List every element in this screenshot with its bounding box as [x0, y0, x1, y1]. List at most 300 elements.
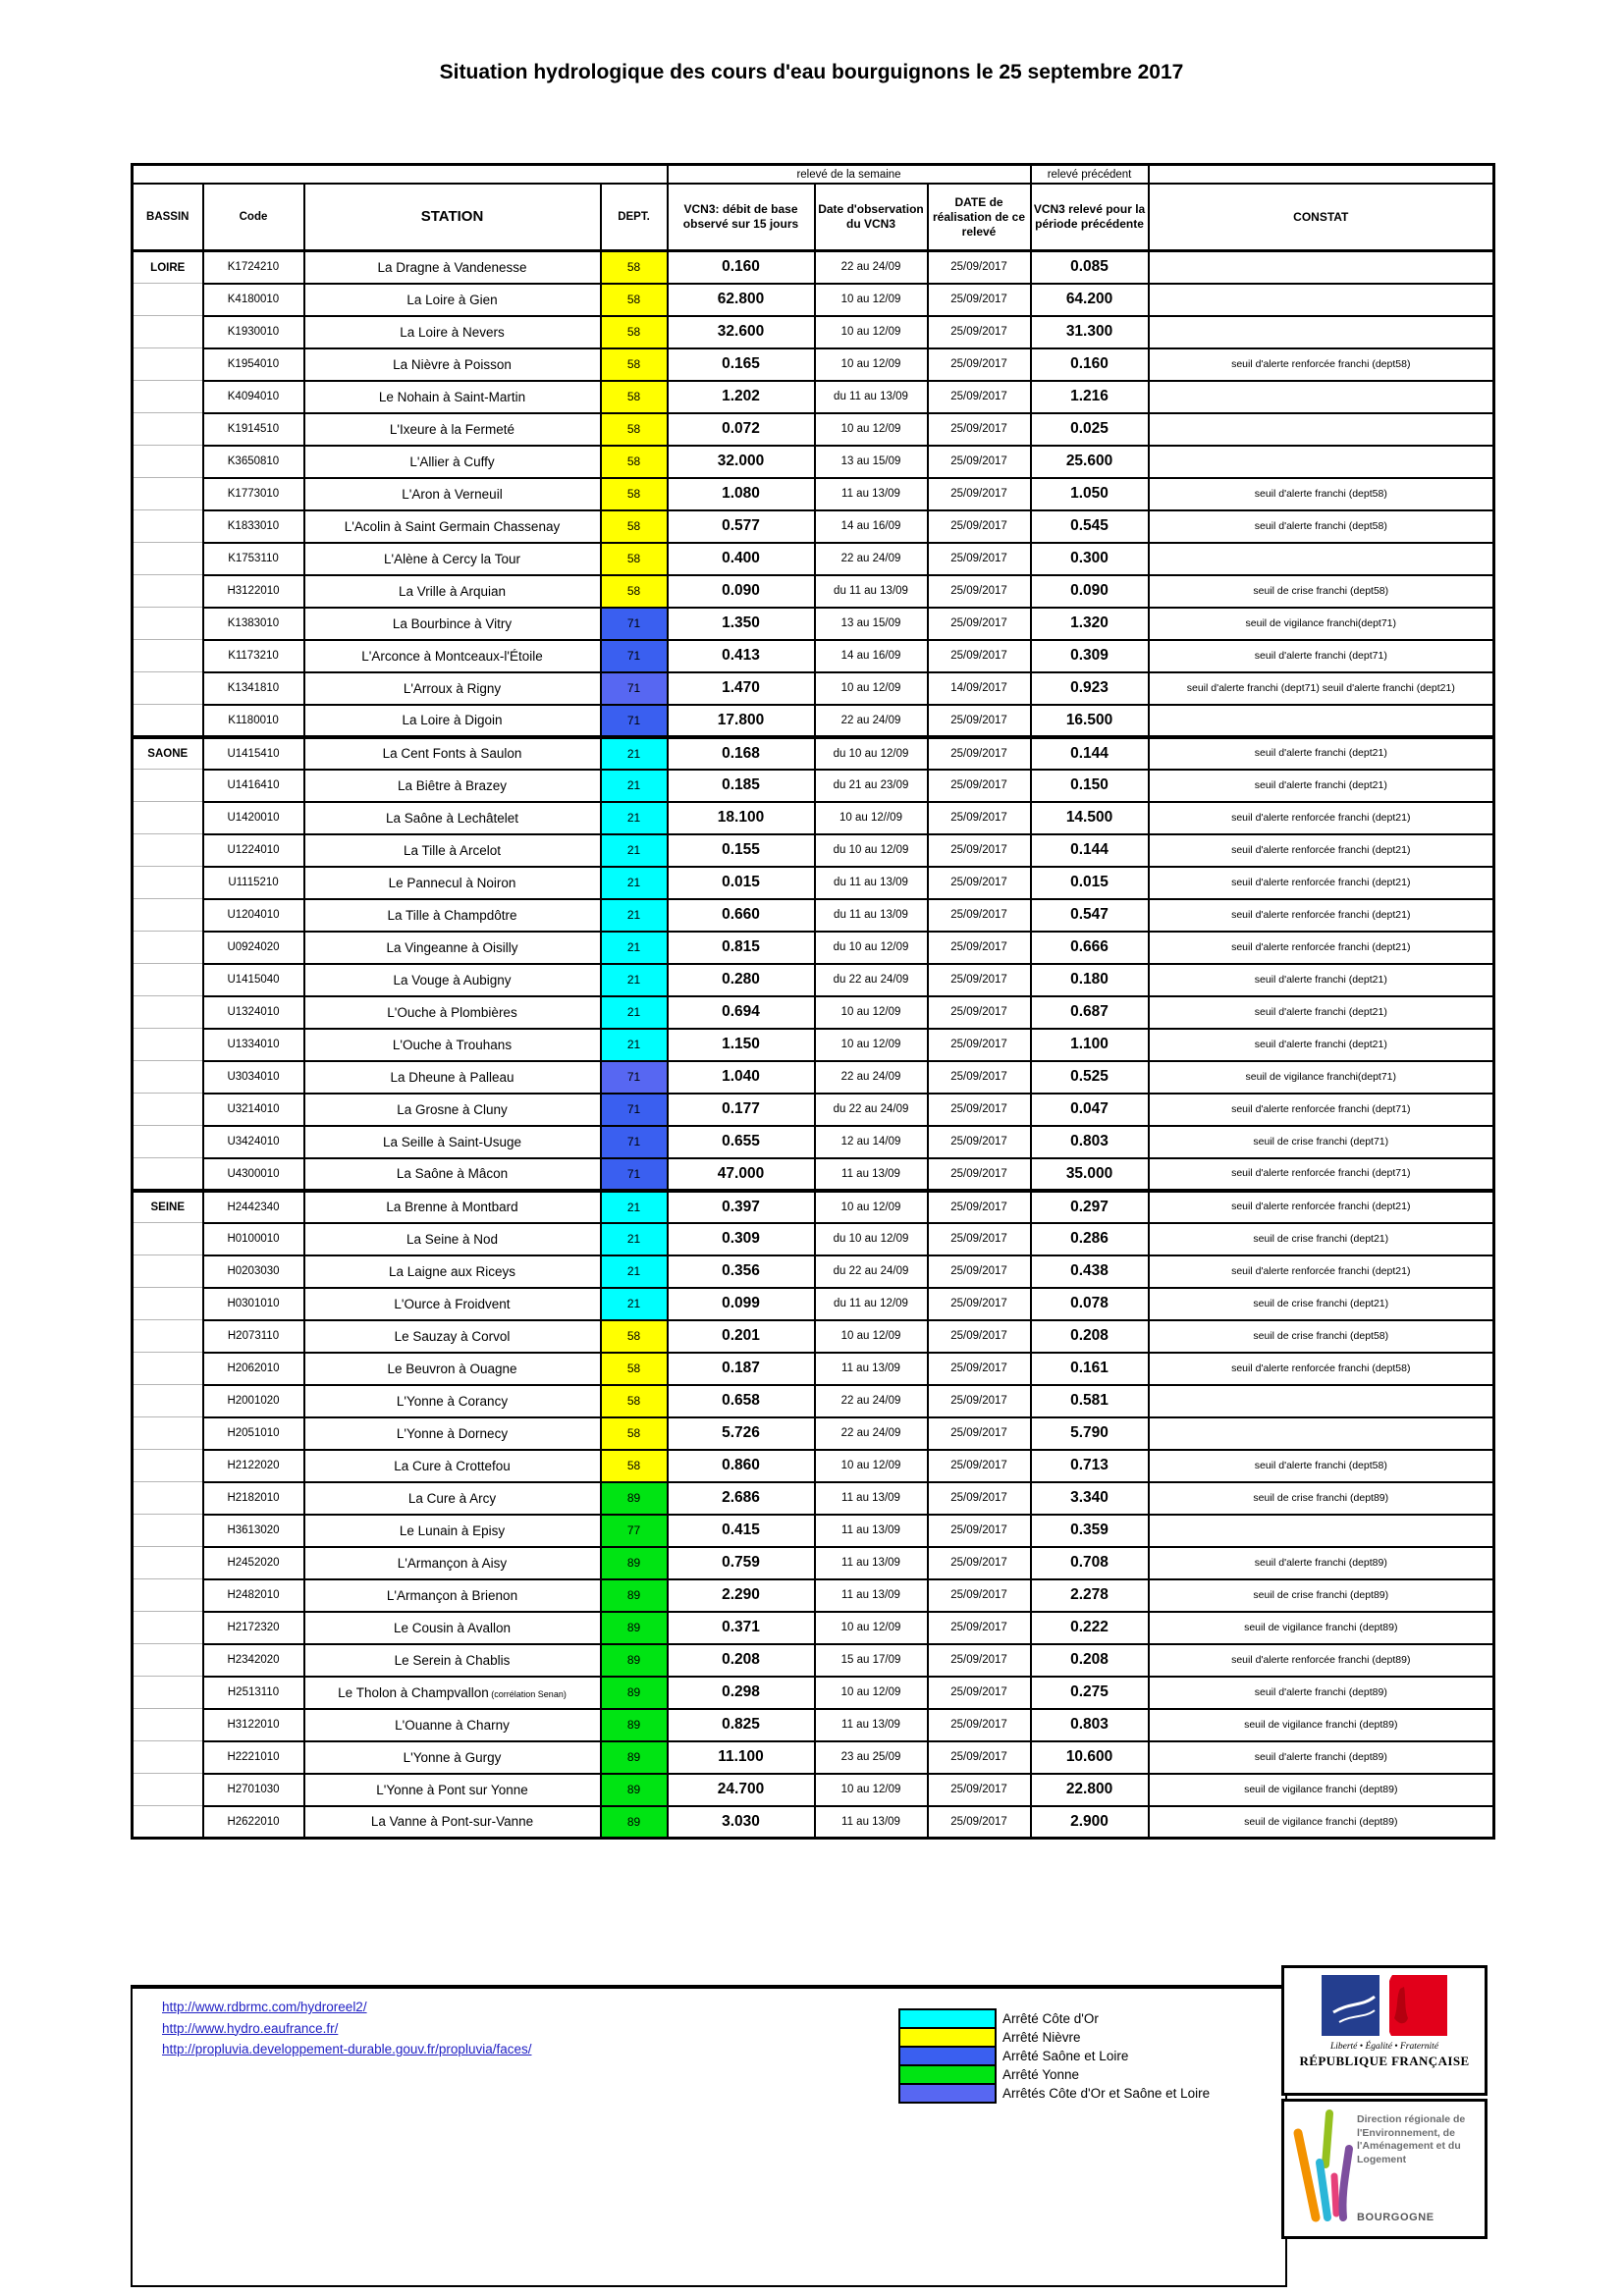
- cell-code: H3122010: [203, 575, 304, 608]
- cell-dept: 21: [601, 867, 668, 899]
- cell-dept: 58: [601, 510, 668, 543]
- legend-swatch: [898, 2064, 997, 2085]
- cell-code: U4300010: [203, 1158, 304, 1191]
- cell-date-observation: 10 au 12/09: [815, 672, 928, 705]
- cell-dept: 89: [601, 1579, 668, 1612]
- cell-bassin: [133, 1482, 203, 1515]
- cell-station: L'Aron à Verneuil: [304, 478, 601, 510]
- table-row: [133, 608, 1494, 640]
- cell-constat: seuil d'alerte renforcée franchi (dept21): [1149, 867, 1494, 899]
- cell-vcn3: 0.208: [668, 1644, 815, 1677]
- table-row: [133, 672, 1494, 705]
- cell-bassin: [133, 1774, 203, 1806]
- cell-bassin: [133, 1709, 203, 1741]
- cell-constat: [1149, 543, 1494, 575]
- cell-date-observation: 14 au 16/09: [815, 640, 928, 672]
- table-row: [133, 802, 1494, 834]
- cell-bassin: [133, 1320, 203, 1353]
- cell-dept: 21: [601, 1029, 668, 1061]
- cell-vcn3: 0.099: [668, 1288, 815, 1320]
- cell-code: K1724210: [203, 251, 304, 284]
- cell-vcn3: 0.660: [668, 899, 815, 932]
- cell-date-observation: 14 au 16/09: [815, 510, 928, 543]
- cell-date-realisation: 25/09/2017: [928, 1579, 1031, 1612]
- cell-date-observation: 10 au 12/09: [815, 1450, 928, 1482]
- cell-date-observation: 15 au 17/09: [815, 1644, 928, 1677]
- table-row: [133, 1255, 1494, 1288]
- cell-bassin: [133, 1255, 203, 1288]
- cell-vcn3-precedent: 0.090: [1031, 575, 1149, 608]
- cell-dept: 21: [601, 1191, 668, 1223]
- cell-dept: 21: [601, 737, 668, 770]
- cell-dept: 58: [601, 446, 668, 478]
- cell-station: L'Ouche à Plombières: [304, 996, 601, 1029]
- cell-bassin: [133, 575, 203, 608]
- cell-bassin: [133, 1223, 203, 1255]
- cell-station: Le Cousin à Avallon: [304, 1612, 601, 1644]
- cell-vcn3: 0.658: [668, 1385, 815, 1417]
- cell-dept: 58: [601, 575, 668, 608]
- cell-station: La Tille à Arcelot: [304, 834, 601, 867]
- cell-bassin: [133, 1417, 203, 1450]
- cell-vcn3: 0.072: [668, 413, 815, 446]
- cell-vcn3-precedent: 0.547: [1031, 899, 1149, 932]
- cell-bassin: [133, 964, 203, 996]
- cell-vcn3: 0.815: [668, 932, 815, 964]
- cell-bassin: [133, 1061, 203, 1094]
- band-releve-semaine: relevé de la semaine: [668, 165, 1031, 185]
- cell-code: K1173210: [203, 640, 304, 672]
- station-note: (corrélation Senan): [488, 1688, 567, 1699]
- table-row: [133, 1320, 1494, 1353]
- cell-code: U3214010: [203, 1094, 304, 1126]
- cell-constat: seuil d'alerte renforcée franchi (dept58): [1149, 1353, 1494, 1385]
- cell-station: La Laigne aux Riceys: [304, 1255, 601, 1288]
- legend-swatch: [898, 2083, 997, 2104]
- cell-vcn3: 0.177: [668, 1094, 815, 1126]
- cell-code: H2452020: [203, 1547, 304, 1579]
- cell-code: H2051010: [203, 1417, 304, 1450]
- cell-constat: [1149, 284, 1494, 316]
- hyperlink[interactable]: http://www.rdbrmc.com/hydroreel2/: [162, 2000, 367, 2014]
- cell-code: U1415040: [203, 964, 304, 996]
- cell-constat: seuil d'alerte renforcée franchi (dept21): [1149, 899, 1494, 932]
- cell-vcn3: 2.290: [668, 1579, 815, 1612]
- cell-constat: seuil d'alerte franchi (dept21): [1149, 737, 1494, 770]
- cell-bassin: [133, 446, 203, 478]
- table-row: [133, 1191, 1494, 1223]
- cell-date-realisation: 25/09/2017: [928, 478, 1031, 510]
- table-row: [133, 1709, 1494, 1741]
- cell-date-observation: 10 au 12/09: [815, 1320, 928, 1353]
- cell-date-observation: du 22 au 24/09: [815, 1094, 928, 1126]
- cell-station: L'Armançon à Aisy: [304, 1547, 601, 1579]
- hydrology-table: [131, 163, 1495, 1840]
- cell-vcn3: 47.000: [668, 1158, 815, 1191]
- cell-dept: 58: [601, 251, 668, 284]
- cell-station: Le Beuvron à Ouagne: [304, 1353, 601, 1385]
- cell-station: La Vrille à Arquian: [304, 575, 601, 608]
- cell-code: H2122020: [203, 1450, 304, 1482]
- cell-dept: 89: [601, 1774, 668, 1806]
- cell-dept: 89: [601, 1547, 668, 1579]
- cell-bassin: [133, 672, 203, 705]
- cell-date-realisation: 25/09/2017: [928, 1547, 1031, 1579]
- table-row: [133, 1417, 1494, 1450]
- table-row: [133, 1677, 1494, 1709]
- cell-code: K4180010: [203, 284, 304, 316]
- cell-code: U1416410: [203, 770, 304, 802]
- table-row: [133, 1774, 1494, 1806]
- cell-date-realisation: 25/09/2017: [928, 1774, 1031, 1806]
- cell-vcn3-precedent: 0.085: [1031, 251, 1149, 284]
- cell-vcn3: 0.015: [668, 867, 815, 899]
- footer-box: [131, 1985, 1287, 2287]
- cell-vcn3: 32.000: [668, 446, 815, 478]
- cell-station: La Tille à Champdôtre: [304, 899, 601, 932]
- cell-station: La Brenne à Montbard: [304, 1191, 601, 1223]
- cell-constat: [1149, 1385, 1494, 1417]
- cell-date-realisation: 25/09/2017: [928, 867, 1031, 899]
- cell-dept: 89: [601, 1806, 668, 1839]
- cell-code: U1224010: [203, 834, 304, 867]
- table-row: [133, 1353, 1494, 1385]
- cell-bassin: [133, 478, 203, 510]
- cell-date-realisation: 25/09/2017: [928, 1709, 1031, 1741]
- cell-dept: 21: [601, 996, 668, 1029]
- cell-code: H2701030: [203, 1774, 304, 1806]
- cell-bassin: [133, 1741, 203, 1774]
- cell-vcn3-precedent: 0.300: [1031, 543, 1149, 575]
- header-constat: CONSTAT: [1149, 184, 1494, 251]
- cell-vcn3: 24.700: [668, 1774, 815, 1806]
- cell-date-observation: du 22 au 24/09: [815, 964, 928, 996]
- cell-date-observation: 22 au 24/09: [815, 1061, 928, 1094]
- cell-constat: seuil d'alerte renforcée franchi (dept71): [1149, 1158, 1494, 1191]
- cell-date-realisation: 25/09/2017: [928, 705, 1031, 737]
- cell-dept: 71: [601, 705, 668, 737]
- cell-constat: seuil d'alerte franchi (dept21): [1149, 964, 1494, 996]
- cell-vcn3-precedent: 0.803: [1031, 1126, 1149, 1158]
- legend-swatch: [898, 2046, 997, 2066]
- cell-code: H2622010: [203, 1806, 304, 1839]
- cell-station: L'Yonne à Dornecy: [304, 1417, 601, 1450]
- cell-bassin: [133, 1547, 203, 1579]
- table-row: [133, 348, 1494, 381]
- table-row: [133, 1288, 1494, 1320]
- cell-code: H2001020: [203, 1385, 304, 1417]
- cell-station: L'Yonne à Gurgy: [304, 1741, 601, 1774]
- cell-dept: 58: [601, 413, 668, 446]
- cell-vcn3-precedent: 25.600: [1031, 446, 1149, 478]
- cell-constat: seuil d'alerte franchi (dept21): [1149, 770, 1494, 802]
- cell-dept: 58: [601, 1417, 668, 1450]
- table-row: [133, 510, 1494, 543]
- cell-constat: seuil de vigilance franchi(dept71): [1149, 608, 1494, 640]
- cell-vcn3-precedent: 31.300: [1031, 316, 1149, 348]
- cell-date-realisation: 25/09/2017: [928, 737, 1031, 770]
- cell-dept: 89: [601, 1644, 668, 1677]
- table-row: [133, 1482, 1494, 1515]
- cell-dept: 21: [601, 770, 668, 802]
- table-row: [133, 1029, 1494, 1061]
- cell-dept: 21: [601, 964, 668, 996]
- cell-date-realisation: 25/09/2017: [928, 1450, 1031, 1482]
- page-title: Situation hydrologique des cours d'eau bourguignons le 25 septembre 2017: [439, 61, 1184, 83]
- table-row: [133, 446, 1494, 478]
- marianne-flag-icon: [1322, 1975, 1447, 2036]
- cell-date-observation: 10 au 12/09: [815, 284, 928, 316]
- cell-date-observation: 11 au 13/09: [815, 1547, 928, 1579]
- cell-dept: 58: [601, 284, 668, 316]
- cell-date-realisation: 25/09/2017: [928, 1644, 1031, 1677]
- cell-vcn3: 0.356: [668, 1255, 815, 1288]
- cell-station: L'Alène à Cercy la Tour: [304, 543, 601, 575]
- table-row: [133, 543, 1494, 575]
- cell-constat: seuil de vigilance franchi (dept89): [1149, 1612, 1494, 1644]
- cell-constat: seuil d'alerte franchi (dept58): [1149, 1450, 1494, 1482]
- color-legend: [898, 2008, 1210, 2104]
- cell-vcn3: 0.185: [668, 770, 815, 802]
- cell-bassin: [133, 932, 203, 964]
- cell-code: H0100010: [203, 1223, 304, 1255]
- cell-vcn3: 2.686: [668, 1482, 815, 1515]
- cell-date-realisation: 25/09/2017: [928, 1741, 1031, 1774]
- cell-vcn3: 0.415: [668, 1515, 815, 1547]
- cell-vcn3: 1.202: [668, 381, 815, 413]
- cell-vcn3-precedent: 1.216: [1031, 381, 1149, 413]
- table-row: [133, 1223, 1494, 1255]
- cell-date-observation: du 11 au 13/09: [815, 867, 928, 899]
- table-row: [133, 251, 1494, 284]
- cell-code: H2182010: [203, 1482, 304, 1515]
- table-row: [133, 737, 1494, 770]
- cell-date-realisation: 25/09/2017: [928, 1255, 1031, 1288]
- legend-item: [898, 2008, 1210, 2029]
- cell-code: H3122010: [203, 1709, 304, 1741]
- cell-dept: 58: [601, 478, 668, 510]
- header-date-realisation: DATE de réalisation de ce relevé: [928, 184, 1031, 251]
- cell-date-realisation: 25/09/2017: [928, 1677, 1031, 1709]
- cell-date-realisation: 25/09/2017: [928, 348, 1031, 381]
- table-row: [133, 1094, 1494, 1126]
- cell-date-realisation: 25/09/2017: [928, 446, 1031, 478]
- cell-code: H3613020: [203, 1515, 304, 1547]
- cell-vcn3-precedent: 1.320: [1031, 608, 1149, 640]
- table-row: [133, 640, 1494, 672]
- table-row: [133, 381, 1494, 413]
- table-row: [133, 1158, 1494, 1191]
- cell-date-realisation: 25/09/2017: [928, 1094, 1031, 1126]
- cell-date-realisation: 25/09/2017: [928, 251, 1031, 284]
- cell-vcn3: 0.694: [668, 996, 815, 1029]
- table-row: [133, 932, 1494, 964]
- cell-vcn3-precedent: 16.500: [1031, 705, 1149, 737]
- cell-date-observation: du 11 au 12/09: [815, 1288, 928, 1320]
- cell-constat: [1149, 705, 1494, 737]
- cell-vcn3: 0.413: [668, 640, 815, 672]
- header-vcn3-precedent: VCN3 relevé pour la période précédente: [1031, 184, 1149, 251]
- cell-code: H2073110: [203, 1320, 304, 1353]
- cell-vcn3: 3.030: [668, 1806, 815, 1839]
- cell-constat: [1149, 251, 1494, 284]
- cell-date-realisation: 25/09/2017: [928, 1515, 1031, 1547]
- table-row: [133, 1547, 1494, 1579]
- cell-code: K1180010: [203, 705, 304, 737]
- cell-code: K1753110: [203, 543, 304, 575]
- cell-date-observation: 11 au 13/09: [815, 478, 928, 510]
- table-row: [133, 996, 1494, 1029]
- cell-vcn3: 1.150: [668, 1029, 815, 1061]
- cell-constat: seuil d'alerte franchi (dept71): [1149, 640, 1494, 672]
- cell-vcn3-precedent: 10.600: [1031, 1741, 1149, 1774]
- cell-dept: 89: [601, 1709, 668, 1741]
- cell-bassin: SEINE: [133, 1191, 203, 1223]
- cell-constat: [1149, 446, 1494, 478]
- cell-bassin: [133, 1094, 203, 1126]
- cell-dept: 21: [601, 932, 668, 964]
- cell-bassin: [133, 1385, 203, 1417]
- cell-date-realisation: 25/09/2017: [928, 1417, 1031, 1450]
- cell-bassin: [133, 1029, 203, 1061]
- cell-date-observation: du 10 au 12/09: [815, 834, 928, 867]
- cell-code: H2442340: [203, 1191, 304, 1223]
- legend-item: [898, 2064, 1210, 2085]
- cell-station: La Cent Fonts à Saulon: [304, 737, 601, 770]
- cell-date-observation: du 11 au 13/09: [815, 575, 928, 608]
- legend-swatch: [898, 2027, 997, 2048]
- cell-date-realisation: 25/09/2017: [928, 899, 1031, 932]
- cell-dept: 77: [601, 1515, 668, 1547]
- cell-vcn3: 0.090: [668, 575, 815, 608]
- cell-constat: seuil de crise franchi (dept58): [1149, 1320, 1494, 1353]
- cell-date-realisation: 25/09/2017: [928, 1029, 1031, 1061]
- cell-date-observation: 10 au 12/09: [815, 1612, 928, 1644]
- cell-station: L'Arroux à Rigny: [304, 672, 601, 705]
- rf-motto: Liberté • Égalité • Fraternité: [1329, 2042, 1439, 2052]
- cell-vcn3: 0.860: [668, 1450, 815, 1482]
- cell-vcn3: 1.470: [668, 672, 815, 705]
- cell-vcn3: 0.397: [668, 1191, 815, 1223]
- cell-date-realisation: 25/09/2017: [928, 770, 1031, 802]
- cell-station: L'Ource à Froidvent: [304, 1288, 601, 1320]
- cell-code: K1341810: [203, 672, 304, 705]
- cell-bassin: [133, 867, 203, 899]
- cell-station: La Loire à Digoin: [304, 705, 601, 737]
- dreal-logo: [1281, 2099, 1488, 2239]
- cell-dept: 21: [601, 802, 668, 834]
- cell-dept: 89: [601, 1482, 668, 1515]
- cell-date-realisation: 25/09/2017: [928, 834, 1031, 867]
- cell-bassin: [133, 510, 203, 543]
- cell-date-observation: 22 au 24/09: [815, 543, 928, 575]
- cell-vcn3: 1.040: [668, 1061, 815, 1094]
- cell-vcn3-precedent: 0.222: [1031, 1612, 1149, 1644]
- cell-vcn3: 11.100: [668, 1741, 815, 1774]
- cell-constat: seuil de vigilance franchi(dept71): [1149, 1061, 1494, 1094]
- legend-item: [898, 2083, 1210, 2104]
- cell-date-observation: 10 au 12/09: [815, 1774, 928, 1806]
- cell-date-observation: 11 au 13/09: [815, 1353, 928, 1385]
- cell-code: U1324010: [203, 996, 304, 1029]
- cell-station: La Loire à Nevers: [304, 316, 601, 348]
- cell-constat: seuil d'alerte renforcée franchi (dept21): [1149, 1255, 1494, 1288]
- cell-dept: 89: [601, 1612, 668, 1644]
- cell-station: La Grosne à Cluny: [304, 1094, 601, 1126]
- band-empty-right: [1149, 165, 1494, 185]
- cell-date-realisation: 25/09/2017: [928, 1191, 1031, 1223]
- table-row: [133, 1450, 1494, 1482]
- cell-vcn3-precedent: 0.160: [1031, 348, 1149, 381]
- cell-vcn3-precedent: 0.144: [1031, 737, 1149, 770]
- cell-dept: 71: [601, 608, 668, 640]
- hyperlink[interactable]: http://propluvia.developpement-durable.gouv.fr/propluvia/faces/: [162, 2042, 532, 2056]
- cell-date-observation: 13 au 15/09: [815, 608, 928, 640]
- cell-bassin: [133, 770, 203, 802]
- cell-date-realisation: 25/09/2017: [928, 1482, 1031, 1515]
- table-row: [133, 1612, 1494, 1644]
- cell-constat: seuil d'alerte franchi (dept89): [1149, 1677, 1494, 1709]
- cell-dept: 21: [601, 1288, 668, 1320]
- cell-station: La Bourbince à Vitry: [304, 608, 601, 640]
- cell-vcn3-precedent: 0.708: [1031, 1547, 1149, 1579]
- cell-vcn3-precedent: 0.275: [1031, 1677, 1149, 1709]
- cell-constat: seuil de crise franchi (dept71): [1149, 1126, 1494, 1158]
- cell-constat: seuil d'alerte renforcée franchi (dept21): [1149, 802, 1494, 834]
- cell-vcn3-precedent: 0.309: [1031, 640, 1149, 672]
- legend-label: Arrêté Yonne: [1002, 2067, 1080, 2082]
- cell-station: L'Arconce à Montceaux-l'Étoile: [304, 640, 601, 672]
- hyperlink[interactable]: http://www.hydro.eaufrance.fr/: [162, 2020, 339, 2036]
- table-row: [133, 478, 1494, 510]
- cell-dept: 58: [601, 1320, 668, 1353]
- cell-vcn3: 0.168: [668, 737, 815, 770]
- legend-label: Arrêté Saône et Loire: [1002, 2049, 1129, 2063]
- cell-dept: 71: [601, 640, 668, 672]
- cell-constat: seuil d'alerte franchi (dept21): [1149, 996, 1494, 1029]
- cell-station: L'Allier à Cuffy: [304, 446, 601, 478]
- cell-bassin: LOIRE: [133, 251, 203, 284]
- cell-bassin: [133, 348, 203, 381]
- cell-constat: seuil de vigilance franchi (dept89): [1149, 1774, 1494, 1806]
- cell-constat: [1149, 1417, 1494, 1450]
- table-row: [133, 705, 1494, 737]
- cell-vcn3-precedent: 0.581: [1031, 1385, 1149, 1417]
- cell-station: L'Ixeure à la Fermeté: [304, 413, 601, 446]
- cell-date-observation: 10 au 12/09: [815, 1191, 928, 1223]
- cell-date-observation: 23 au 25/09: [815, 1741, 928, 1774]
- cell-vcn3-precedent: 0.438: [1031, 1255, 1149, 1288]
- cell-date-realisation: 25/09/2017: [928, 996, 1031, 1029]
- cell-vcn3: 0.371: [668, 1612, 815, 1644]
- cell-date-realisation: 14/09/2017: [928, 672, 1031, 705]
- cell-station: L'Armançon à Brienon: [304, 1579, 601, 1612]
- cell-bassin: [133, 834, 203, 867]
- cell-code: U3034010: [203, 1061, 304, 1094]
- cell-bassin: [133, 284, 203, 316]
- cell-vcn3-precedent: 0.713: [1031, 1450, 1149, 1482]
- cell-station: La Nièvre à Poisson: [304, 348, 601, 381]
- cell-vcn3-precedent: 1.100: [1031, 1029, 1149, 1061]
- cell-vcn3-precedent: 0.545: [1031, 510, 1149, 543]
- cell-station: La Cure à Arcy: [304, 1482, 601, 1515]
- cell-bassin: [133, 316, 203, 348]
- cell-vcn3: 0.309: [668, 1223, 815, 1255]
- cell-vcn3-precedent: 0.047: [1031, 1094, 1149, 1126]
- cell-bassin: [133, 1450, 203, 1482]
- cell-date-realisation: 25/09/2017: [928, 413, 1031, 446]
- cell-dept: 58: [601, 1353, 668, 1385]
